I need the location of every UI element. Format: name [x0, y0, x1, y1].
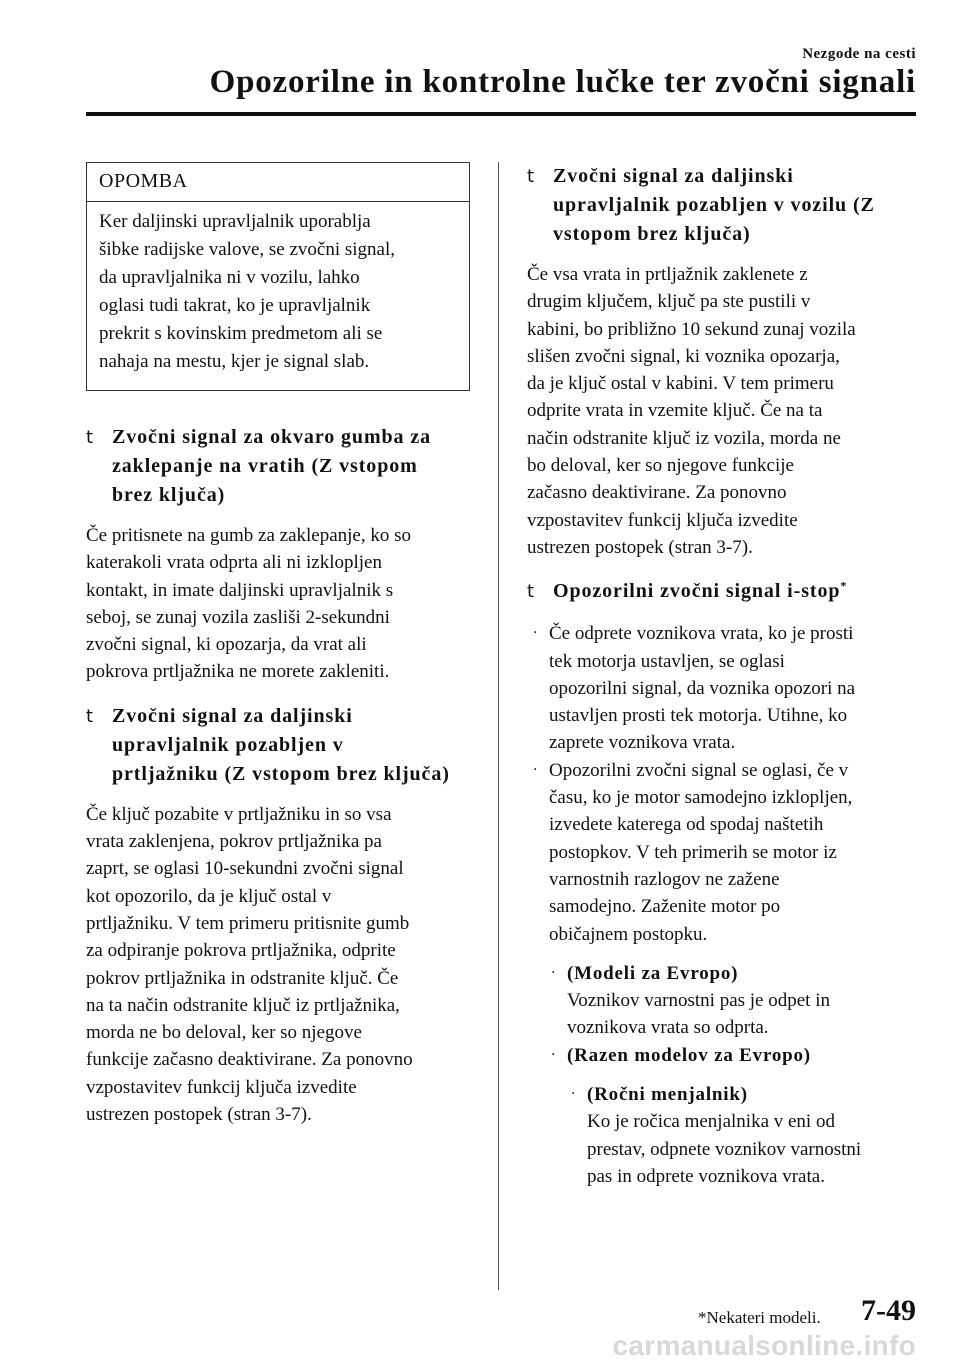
body-line: zaprt, se oglasi 10-sekundni zvočni signal	[86, 858, 404, 880]
body-line: slišen zvočni signal, ki voznika opozarja,	[527, 345, 840, 367]
section-marker-icon: t	[86, 427, 94, 448]
body-line: seboj, se zunaj vozila zasliši 2-sekundni	[86, 606, 390, 628]
heading-line: Zvočni signal za daljinski	[553, 165, 794, 187]
sub-bullet-line: voznikova vrata so odprta.	[567, 1017, 769, 1039]
header-rule	[86, 112, 916, 116]
section-body-key-in-trunk	[86, 801, 470, 1129]
bullet-line: običajnem postopku.	[549, 923, 708, 945]
bullet-dot-icon: ·	[533, 761, 538, 778]
body-line: za odpiranje pokrova prtljažnika, odprite	[86, 940, 396, 962]
page-title: Opozorilne in kontrolne lučke ter zvočni signali	[209, 64, 916, 100]
section-heading-istop	[527, 577, 919, 606]
sub-bullet-manual-transmission	[527, 1081, 919, 1190]
body-line: kot opozorilo, da je ključ ostal v	[86, 885, 332, 907]
body-line: morda ne bo deloval, ker so njegove	[86, 1022, 362, 1044]
body-line: kontakt, in imate daljinski upravljalnik s	[86, 579, 394, 601]
bullet-line: Opozorilni zvočni signal se oglasi, če v	[549, 759, 849, 781]
body-line: vrata zaklenjena, pokrov prtljažnika pa	[86, 831, 382, 853]
column-divider	[498, 162, 499, 1290]
bullet-dot-icon: ·	[533, 625, 538, 642]
bullet-line: Če odprete voznikova vrata, ko je prosti	[549, 623, 854, 645]
footnote-asterisk: *	[840, 578, 848, 593]
heading-line: Zvočni signal za okvaro gumba za	[112, 426, 432, 448]
sub-bullet-europe	[527, 960, 919, 1042]
bullet-dot-icon: ·	[551, 964, 556, 981]
bullet-line: ustavljen prosti tek motorja. Utihne, ko	[549, 705, 848, 727]
heading-line: upravljalnik pozabljen v vozilu (Z	[553, 194, 875, 216]
body-line: zvočni signal, ki opozarja, da vrat ali	[86, 634, 367, 656]
body-line: da je ključ ostal v kabini. V tem primeru	[527, 373, 834, 395]
note-line: nahaja na mestu, kjer je signal slab.	[99, 351, 370, 372]
body-line: ustrezen postopek (stran 3-7).	[86, 1104, 312, 1126]
note-line: Ker daljinski upravljalnik uporablja	[99, 211, 371, 232]
sub-bullet-line: prestav, odpnete voznikov varnostni	[587, 1138, 862, 1160]
heading-line: zaklepanje na vratih (Z vstopom	[112, 455, 418, 477]
section-heading-key-in-trunk	[86, 702, 470, 789]
body-line: drugim ključem, ključ pa ste pustili v	[527, 291, 811, 313]
note-title: OPOMBA	[87, 163, 469, 202]
bullet-line: postopkov. V teh primerih se motor iz	[549, 841, 837, 863]
bullet-line: času, ko je motor samodejno izklopljen,	[549, 787, 853, 809]
heading-line: Opozorilni zvočni signal i-stop	[553, 580, 841, 603]
footnote: *Nekateri modeli.	[698, 1308, 821, 1327]
sub-bullet-title: (Modeli za Evropo)	[567, 962, 739, 984]
section-marker-icon: t	[527, 166, 535, 187]
istop-bullet-2	[527, 757, 919, 948]
bullet-line: opozorilni signal, da voznika opozori na	[549, 677, 856, 699]
section-body-door-lock	[86, 522, 470, 686]
sub-bullet-line: Voznikov varnostni pas je odpet in	[567, 990, 830, 1012]
heading-line: upravljalnik pozabljen v	[112, 733, 344, 756]
section-marker-icon: t	[527, 581, 535, 603]
right-column	[527, 162, 919, 1190]
bullet-line: tek motorja ustavljen, se oglasi	[549, 650, 785, 672]
body-line: pokrova prtljažnika ne morete zakleniti.	[86, 661, 390, 683]
body-line: na ta način odstranite ključ iz prtljažnika,	[86, 994, 400, 1016]
body-line: funkcije začasno deaktivirane. Za ponovno	[86, 1049, 413, 1071]
heading-line: vstopom brez ključa)	[553, 223, 751, 245]
section-body-key-in-vehicle	[527, 261, 919, 561]
body-line: katerakoli vrata odprta ali ni izklopljen	[86, 552, 382, 574]
body-line: začasno deaktivirane. Za ponovno	[527, 482, 787, 504]
section-label: Nezgode na cesti	[802, 46, 916, 62]
bullet-line: izvedete katerega od spodaj naštetih	[549, 814, 824, 836]
section-heading-key-in-vehicle	[527, 162, 919, 249]
bullet-line: zaprete voznikova vrata.	[549, 732, 736, 754]
note-line: šibke radijske valove, se zvočni signal,	[99, 239, 396, 260]
page-number: 7-49	[861, 1294, 916, 1327]
sub-bullet-non-europe	[527, 1042, 919, 1069]
watermark: carmanualsonline.info	[612, 1330, 916, 1361]
heading-line: prtljažniku (Z vstopom brez ključa)	[112, 762, 450, 785]
body-line: Če ključ pozabite v prtljažniku in so vsa	[86, 803, 392, 825]
body-line: način odstranite ključ iz vozila, morda ne	[527, 427, 841, 449]
sub-bullet-line: pas in odprete voznikova vrata.	[587, 1165, 825, 1187]
bullet-dot-icon: ·	[571, 1086, 576, 1103]
body-line: odprite vrata in vzemite ključ. Če na ta	[527, 400, 823, 422]
heading-line: brez ključa)	[112, 484, 226, 506]
left-column	[86, 162, 470, 1128]
sub-bullet-title: (Razen modelov za Evropo)	[567, 1044, 811, 1066]
note-body	[87, 202, 469, 390]
note-box	[86, 162, 470, 391]
bullet-line: varnostnih razlogov ne zažene	[549, 868, 780, 890]
heading-line: Zvočni signal za daljinski	[112, 704, 353, 727]
body-line: vzpostavitev funkcij ključa izvedite	[527, 509, 798, 531]
note-line: prekrit s kovinskim predmetom ali se	[99, 323, 383, 344]
body-line: bo deloval, ker so njegove funkcije	[527, 455, 794, 477]
note-line: da upravljalnika ni v vozilu, lahko	[99, 267, 360, 288]
note-line: oglasi tudi takrat, ko je upravljalnik	[99, 295, 371, 316]
body-line: Če vsa vrata in prtljažnik zaklenete z	[527, 264, 808, 285]
body-line: kabini, bo približno 10 sekund zunaj vozila	[527, 318, 856, 340]
body-line: vzpostavitev funkcij ključa izvedite	[86, 1076, 357, 1098]
bullet-line: samodejno. Zaženite motor po	[549, 896, 781, 918]
sub-bullet-line: Ko je ročica menjalnika v eni od	[587, 1111, 835, 1133]
bullet-dot-icon: ·	[551, 1046, 556, 1063]
body-line: ustrezen postopek (stran 3-7).	[527, 536, 753, 558]
body-line: prtljažniku. V tem primeru pritisnite gumb	[86, 912, 410, 934]
section-heading-door-lock	[86, 423, 470, 510]
istop-bullet-1	[527, 620, 919, 756]
body-line: pokrov prtljažnika in odstranite ključ. Če	[86, 967, 399, 989]
body-line: Če pritisnete na gumb za zaklepanje, ko so	[86, 525, 412, 546]
sub-bullet-title: (Ročni menjalnik)	[587, 1084, 748, 1106]
section-marker-icon: t	[86, 705, 94, 727]
